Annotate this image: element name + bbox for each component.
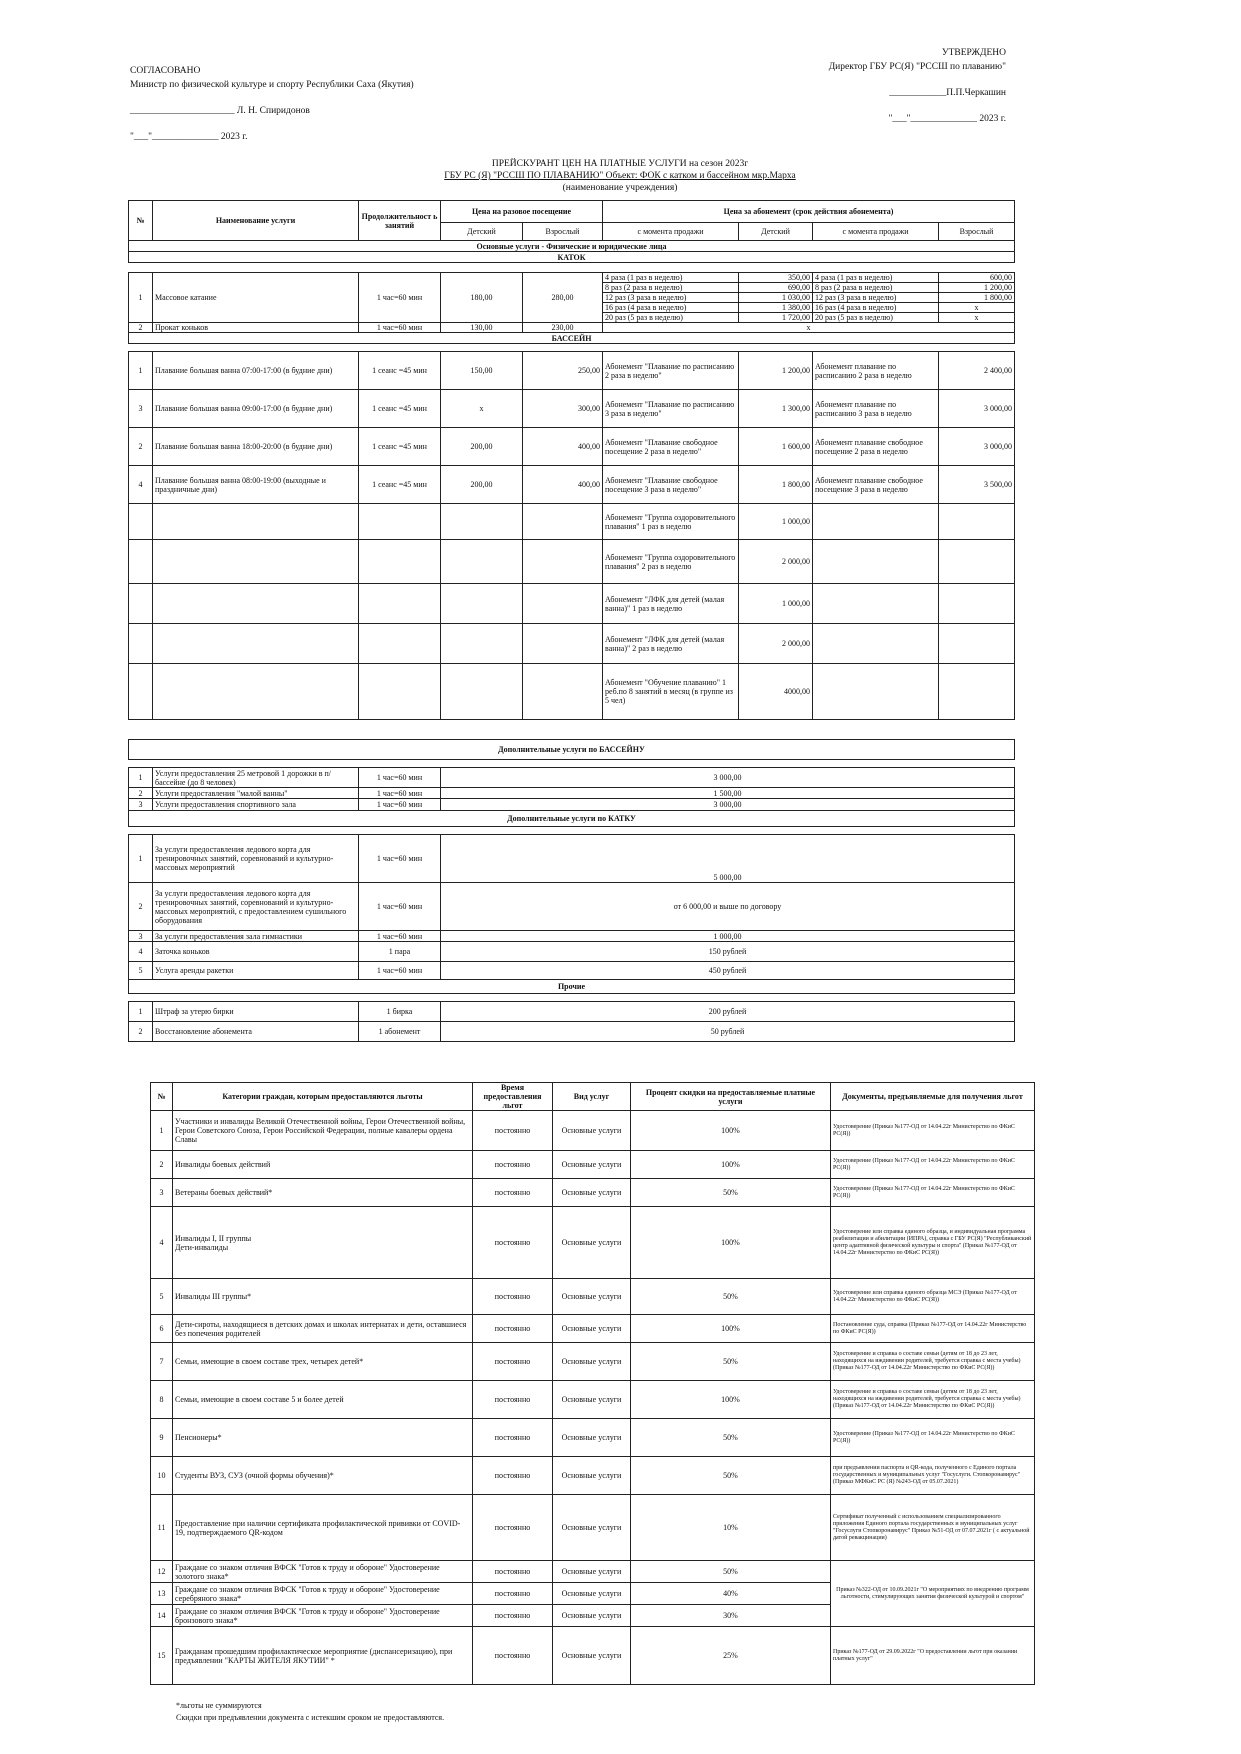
rink-num: 1 (129, 273, 153, 323)
benefit-time: постоянно (473, 1315, 553, 1343)
benefit-num: 9 (151, 1419, 173, 1457)
benefit-category: Семьи, имеющие в своем составе 5 и более детей (173, 1381, 473, 1419)
approved-block (800, 46, 1006, 126)
pool-adult: 300,00 (523, 390, 603, 428)
rink-sub-adult-price: х (939, 303, 1015, 313)
pool-duration: 1 сеанс =45 мин (359, 466, 441, 504)
pool-extra-sub-price: 2 000,00 (739, 540, 813, 584)
benefit-docs: Постановление суда, справка (Приказ №177-ОД от 14.04.22г Министерство по ФКиС РС(Я)) (831, 1315, 1035, 1343)
pool-duration: 1 сеанс =45 мин (359, 352, 441, 390)
benefit-type: Основные услуги (553, 1343, 631, 1381)
section-other: Прочие (129, 980, 1015, 994)
rink-sub-child-price: 1 030,00 (739, 293, 813, 303)
benefit-percent: 100% (631, 1315, 831, 1343)
other-price: 50 рублей (441, 1022, 1015, 1042)
pool-num: 1 (129, 352, 153, 390)
pool-adult: 400,00 (523, 428, 603, 466)
benefit-percent: 50% (631, 1343, 831, 1381)
benefit-type: Основные услуги (553, 1561, 631, 1583)
rink-add-price: 150 рублей (441, 942, 1015, 962)
benefit-category: Студенты ВУЗ, СУЗ (очной формы обучения)* (173, 1457, 473, 1495)
rink-sub-child-price: 350,00 (739, 273, 813, 283)
other-name: Восстановление абонемента (153, 1022, 359, 1042)
benefit-type: Основные услуги (553, 1279, 631, 1315)
agreed-date: "___"______________ 2023 г. (130, 132, 248, 142)
pool-add-duration: 1 час=60 мин (359, 788, 441, 799)
pool-add-num: 1 (129, 768, 153, 788)
pool-sub-adult-price: 2 400,00 (939, 352, 1015, 390)
skates-num: 2 (129, 323, 153, 333)
col-single: Цена на разовое посещение (441, 201, 603, 223)
benefit-time: постоянно (473, 1179, 553, 1207)
col-subscription: Цена за абонемент (срок действия абонемента) (603, 201, 1015, 223)
approved-date: "___"______________ 2023 г. (888, 114, 1006, 124)
benefit-time: постоянно (473, 1279, 553, 1315)
benefit-percent: 100% (631, 1207, 831, 1279)
pool-name: Плавание большая ванна 07:00-17:00 (в будние дни) (153, 352, 359, 390)
rink-sub-adult: 4 раза (1 раз в неделю) (813, 273, 939, 283)
benefit-type: Основные услуги (553, 1179, 631, 1207)
rink-add-num: 1 (129, 835, 153, 883)
agreed-org: Министр по физической культуре и спорту Республики Саха (Якутия) (130, 80, 414, 90)
skates-name: Прокат коньков (153, 323, 359, 333)
section-pool-additional: Дополнительные услуги по БАССЕЙНУ (129, 740, 1015, 760)
rink-child: 180,00 (441, 273, 523, 323)
pool-duration: 1 сеанс =45 мин (359, 428, 441, 466)
section-rink: КАТОК (129, 252, 1015, 263)
benefits-col-time: Время предоставления льгот (473, 1083, 553, 1111)
pool-extra-sub: Абонемент "Группа оздоровительного плавания" 1 раз в неделю (603, 504, 739, 540)
pool-sub-adult: Абонемент плавание по расписанию 2 раза в неделю (813, 352, 939, 390)
col-from-sale: с момента продажи (603, 223, 739, 241)
pool-name: Плавание большая ванна 09:00-17:00 (в будние дни) (153, 390, 359, 428)
pool-sub-child-price: 1 200,00 (739, 352, 813, 390)
document-title (330, 158, 910, 194)
pool-duration: 1 сеанс =45 мин (359, 390, 441, 428)
pool-add-price: 3 000,00 (441, 768, 1015, 788)
benefit-time: постоянно (473, 1207, 553, 1279)
pool-name: Плавание большая ванна 18:00-20:00 (в будние дни) (153, 428, 359, 466)
col-from-sale-2: с момента продажи (813, 223, 939, 241)
benefit-docs: Удостоверение и справка о составе семьи (детям от 18 до 23 лет, находящихся на иждивении родителей, требуется справка с места учебы) (Приказ №177-ОД от 14.04.22г Министерство по ФКиС РС(Я)) (831, 1381, 1035, 1419)
footnote-2: Скидки при предъявлении документа с истекшим сроком не предоставляются. (176, 1713, 445, 1722)
rink-duration: 1 час=60 мин (359, 273, 441, 323)
benefits-col-type: Вид услуг (553, 1083, 631, 1111)
benefit-type: Основные услуги (553, 1419, 631, 1457)
benefit-time: постоянно (473, 1605, 553, 1627)
benefit-docs: Удостоверение (Приказ №177-ОД от 14.04.22г Министерство по ФКиС РС(Я)) (831, 1111, 1035, 1151)
rink-adult: 280,00 (523, 273, 603, 323)
benefit-category: Пенсионеры* (173, 1419, 473, 1457)
benefit-docs: Удостоверение (Приказ №177-ОД от 14.04.22г Министерство по ФКиС РС(Я)) (831, 1179, 1035, 1207)
benefit-category: Семьи, имеющие в своем составе трех, четырех детей* (173, 1343, 473, 1381)
pool-add-duration: 1 час=60 мин (359, 799, 441, 811)
rink-add-num: 5 (129, 962, 153, 980)
skates-duration: 1 час=60 мин (359, 323, 441, 333)
rink-add-name: Заточка коньков (153, 942, 359, 962)
pool-sub-adult: Абонемент плавание свободное посещение 3 раза в неделю (813, 466, 939, 504)
rink-sub-adult-price: х (939, 313, 1015, 323)
approved-org: Директор ГБУ РС(Я) "РССШ по плаванию" (828, 62, 1006, 72)
rink-sub-child-price: 1 720,00 (739, 313, 813, 323)
pool-add-price: 1 500,00 (441, 788, 1015, 799)
benefit-docs: Приказ №177-ОД от 29.09.2022г "О предоставлении льгот при оказании платных услуг" (831, 1627, 1035, 1685)
rink-sub-adult: 8 раз (2 раза в неделю) (813, 283, 939, 293)
rink-add-price: от 6 000,00 и выше по договору (441, 883, 1015, 931)
benefit-time: постоянно (473, 1381, 553, 1419)
pool-extra-sub-price: 1 000,00 (739, 584, 813, 624)
benefit-percent: 40% (631, 1583, 831, 1605)
rink-sub-adult-price: 1 800,00 (939, 293, 1015, 303)
col-sub-adult: Взрослый (939, 223, 1015, 241)
pool-add-num: 2 (129, 788, 153, 799)
rink-add-price: 5 000,00 (441, 835, 1015, 883)
benefit-time: постоянно (473, 1583, 553, 1605)
pool-sub-child: Абонемент "Плавание по расписанию 2 раза в неделю" (603, 352, 739, 390)
pool-extra-sub: Абонемент "Обучение плаванию" 1 реб.по 8 занятий в месяц (в группе из 5 чел) (603, 664, 739, 720)
pool-add-name: Услуги предоставления "малой ванны" (153, 788, 359, 799)
benefit-type: Основные услуги (553, 1315, 631, 1343)
pool-extra-sub: Абонемент "ЛФК для детей (малая ванна)" 2 раз в неделю (603, 624, 739, 664)
benefits-table (150, 1082, 1035, 1685)
col-num: № (129, 201, 153, 241)
benefit-percent: 50% (631, 1561, 831, 1583)
pool-sub-child: Абонемент "Плавание по расписанию 3 раза в неделю" (603, 390, 739, 428)
benefit-docs: Удостоверение и справка о составе семьи (детям от 18 до 23 лет, находящихся на иждивении родителей, требуется справка с места учебы) (Приказ №177-ОД от 14.04.22г Министерство по ФКиС РС(Я)) (831, 1343, 1035, 1381)
pool-add-name: Услуги предоставления 25 метровой 1 дорожки в п/бассейне (до 8 человек) (153, 768, 359, 788)
benefit-num: 8 (151, 1381, 173, 1419)
pool-add-name: Услуги предоставления спортивного зала (153, 799, 359, 811)
col-child: Детский (441, 223, 523, 241)
rink-sub-child: 12 раз (3 раза в неделю) (603, 293, 739, 303)
benefit-category: Граждане со знаком отличия ВФСК "Готов к труду и обороне" Удостоверение бронзового знака* (173, 1605, 473, 1627)
benefits-col-num: № (151, 1083, 173, 1111)
pool-sub-adult-price: 3 000,00 (939, 428, 1015, 466)
benefit-percent: 50% (631, 1179, 831, 1207)
benefit-docs: Удостоверение или справка единого образца, и индивидуальная программа реабилитации и абилитации (ИПРА), справка с ГБУ РС(Я) "Республиканский центр адаптивной физической культуры и спорта" (Приказ №177-ОД от 14.04.22г Министерство по ФКиС РС(Я)) (831, 1207, 1035, 1279)
col-adult: Взрослый (523, 223, 603, 241)
pool-sub-adult-price: 3 500,00 (939, 466, 1015, 504)
benefit-time: постоянно (473, 1343, 553, 1381)
section-main: Основные услуги - Физические и юридические лица (129, 241, 1015, 252)
pool-sub-adult: Абонемент плавание по расписанию 3 раза в неделю (813, 390, 939, 428)
rink-add-duration: 1 час=60 мин (359, 931, 441, 942)
rink-add-num: 2 (129, 883, 153, 931)
title-line1: ПРЕЙСКУРАНТ ЦЕН НА ПЛАТНЫЕ УСЛУГИ на сезон 2023г (491, 159, 749, 169)
benefit-type: Основные услуги (553, 1207, 631, 1279)
title-line3: (наименование учреждения) (562, 183, 678, 193)
pool-adult: 250,00 (523, 352, 603, 390)
other-num: 1 (129, 1002, 153, 1022)
benefit-num: 15 (151, 1627, 173, 1685)
rink-add-duration: 1 час=60 мин (359, 835, 441, 883)
benefit-percent: 10% (631, 1495, 831, 1561)
benefit-docs: Удостоверение (Приказ №177-ОД от 14.04.22г Министерство по ФКиС РС(Я)) (831, 1151, 1035, 1179)
pool-child: 150,00 (441, 352, 523, 390)
pool-extra-sub-price: 2 000,00 (739, 624, 813, 664)
benefit-num: 2 (151, 1151, 173, 1179)
pool-extra-sub: Абонемент "ЛФК для детей (малая ванна)" 1 раз в неделю (603, 584, 739, 624)
other-duration: 1 бирка (359, 1002, 441, 1022)
col-service: Наименование услуги (153, 201, 359, 241)
rink-sub-child-price: 690,00 (739, 283, 813, 293)
rink-add-name: За услуги предоставления ледового корта для тренировочных занятий, соревнований и культурно-массовых мероприятий, с предоставлением сушильного оборудования (153, 883, 359, 931)
pool-adult: 400,00 (523, 466, 603, 504)
benefit-category: Граждане со знаком отличия ВФСК "Готов к труду и обороне" Удостоверение серебряного знака* (173, 1583, 473, 1605)
benefits-col-percent: Процент скидки на предоставляемые платные услуги (631, 1083, 831, 1111)
rink-sub-adult: 12 раз (3 раза в неделю) (813, 293, 939, 303)
skates-sub: х (603, 323, 1015, 333)
benefit-num: 11 (151, 1495, 173, 1561)
pool-name: Плавание большая ванна 08:00-19:00 (выходные и праздничные дни) (153, 466, 359, 504)
benefit-docs: Удостоверение (Приказ №177-ОД от 14.04.22г Министерство по ФКиС РС(Я)) (831, 1419, 1035, 1457)
rink-add-name: За услуги предоставления ледового корта для тренировочных занятий, соревнований и культурно-массовых мероприятий (153, 835, 359, 883)
rink-sub-child: 4 раза (1 раз в неделю) (603, 273, 739, 283)
pool-num: 4 (129, 466, 153, 504)
other-name: Штраф за утерю бирки (153, 1002, 359, 1022)
benefit-time: постоянно (473, 1151, 553, 1179)
rink-sub-child-price: 1 380,00 (739, 303, 813, 313)
rink-add-duration: 1 пара (359, 942, 441, 962)
rink-sub-child: 20 раз (5 раз в неделю) (603, 313, 739, 323)
price-table (128, 200, 1015, 1042)
rink-sub-child: 16 раз (4 раза в неделю) (603, 303, 739, 313)
benefit-category: Инвалиды боевых действий (173, 1151, 473, 1179)
benefit-type: Основные услуги (553, 1111, 631, 1151)
rink-add-duration: 1 час=60 мин (359, 962, 441, 980)
rink-add-duration: 1 час=60 мин (359, 883, 441, 931)
footnotes (176, 1700, 676, 1724)
benefits-col-docs: Документы, предъявляемые для получения льгот (831, 1083, 1035, 1111)
benefit-category: Граждане со знаком отличия ВФСК "Готов к труду и обороне" Удостоверение золотого знака* (173, 1561, 473, 1583)
pool-sub-adult-price: 3 000,00 (939, 390, 1015, 428)
rink-add-num: 4 (129, 942, 153, 962)
benefit-percent: 30% (631, 1605, 831, 1627)
benefit-time: постоянно (473, 1561, 553, 1583)
benefit-num: 6 (151, 1315, 173, 1343)
benefit-num: 4 (151, 1207, 173, 1279)
benefit-percent: 50% (631, 1457, 831, 1495)
rink-name: Массовое катание (153, 273, 359, 323)
rink-sub-child: 8 раз (2 раза в неделю) (603, 283, 739, 293)
rink-add-num: 3 (129, 931, 153, 942)
benefit-time: постоянно (473, 1495, 553, 1561)
col-duration: Продолжительност ь занятий (359, 201, 441, 241)
pool-add-num: 3 (129, 799, 153, 811)
section-rink-additional: Дополнительные услуги по КАТКУ (129, 811, 1015, 827)
pool-num: 2 (129, 428, 153, 466)
benefit-type: Основные услуги (553, 1151, 631, 1179)
benefit-category: Участники и инвалиды Великой Отечественной войны, Герои Отечественной войны, Герои Советского Союза, Герои Российской Федерации, полные кавалеры ордена Славы (173, 1111, 473, 1151)
benefit-num: 3 (151, 1179, 173, 1207)
pool-sub-child: Абонемент "Плавание свободное посещение 3 раза в неделю" (603, 466, 739, 504)
other-price: 200 рублей (441, 1002, 1015, 1022)
benefit-docs: Удостоверение или справка единого образца МСЭ (Приказ №177-ОД от 14.04.22г Министерство по ФКиС РС(Я)) (831, 1279, 1035, 1315)
skates-adult: 230,00 (523, 323, 603, 333)
benefit-percent: 25% (631, 1627, 831, 1685)
pool-add-duration: 1 час=60 мин (359, 768, 441, 788)
agreed-title: СОГЛАСОВАНО (130, 66, 201, 76)
skates-child: 130,00 (441, 323, 523, 333)
approved-title: УТВЕРЖДЕНО (941, 48, 1006, 58)
benefit-docs: Сертификат полученный с использованием специализированного приложения Единого портала государственных и муниципальных услуг "Госуслуги Стопкоронавирус" Приказ №51-ОД от 07.07.2021г ( с актуальной датой ревакцинации) (831, 1495, 1035, 1561)
benefit-percent: 100% (631, 1151, 831, 1179)
benefit-type: Основные услуги (553, 1583, 631, 1605)
pool-child: 200,00 (441, 428, 523, 466)
benefit-num: 10 (151, 1457, 173, 1495)
pool-extra-sub-price: 1 000,00 (739, 504, 813, 540)
rink-add-name: Услуга аренды ракетки (153, 962, 359, 980)
pool-child: 200,00 (441, 466, 523, 504)
benefit-type: Основные услуги (553, 1457, 631, 1495)
benefit-type: Основные услуги (553, 1627, 631, 1685)
agreed-sign: ______________________ Л. Н. Спиридонов (130, 106, 310, 116)
pool-child: х (441, 390, 523, 428)
benefit-type: Основные услуги (553, 1605, 631, 1627)
benefit-category: Инвалиды I, II группы Дети-инвалиды (173, 1207, 473, 1279)
benefit-num: 7 (151, 1343, 173, 1381)
footnote-1: *льготы не суммируются (176, 1701, 262, 1710)
rink-sub-adult: 16 раз (4 раза в неделю) (813, 303, 939, 313)
benefit-category: Инвалиды III группы* (173, 1279, 473, 1315)
benefit-num: 13 (151, 1583, 173, 1605)
benefit-type: Основные услуги (553, 1495, 631, 1561)
agreed-block (130, 64, 560, 144)
pool-extra-sub: Абонемент "Группа оздоровительного плавания" 2 раз в неделю (603, 540, 739, 584)
benefits-col-category: Категории граждан, которым предоставляются льготы (173, 1083, 473, 1111)
rink-sub-adult-price: 1 200,00 (939, 283, 1015, 293)
other-num: 2 (129, 1022, 153, 1042)
rink-add-price: 450 рублей (441, 962, 1015, 980)
benefit-docs: при предъявлении паспорта и QR-кода, полученного с Единого портала государственных и муниципальных услуг "Госуслуги. Стопкоронавирус" (Приказ МФКиС РС (Я) №243-ОД от 05.07.2021) (831, 1457, 1035, 1495)
benefit-percent: 100% (631, 1381, 831, 1419)
benefit-percent: 100% (631, 1111, 831, 1151)
pool-sub-child-price: 1 800,00 (739, 466, 813, 504)
approved-sign: ____________П.П.Черкашин (889, 88, 1006, 98)
benefit-num: 5 (151, 1279, 173, 1315)
pool-extra-sub-price: 4000,00 (739, 664, 813, 720)
benefit-type: Основные услуги (553, 1381, 631, 1419)
rink-add-price: 1 000,00 (441, 931, 1015, 942)
benefit-docs-gto: Приказ №322-ОД от 10.09.2021г "О мероприятиях по внедрению программ льготности, стимулирующих занятия физической культурой и спортом" (831, 1561, 1035, 1627)
rink-add-name: За услуги предоставления зала гимнастики (153, 931, 359, 942)
pool-add-price: 3 000,00 (441, 799, 1015, 811)
pool-sub-child-price: 1 600,00 (739, 428, 813, 466)
benefit-percent: 50% (631, 1419, 831, 1457)
title-line2: ГБУ РС (Я) "РССШ ПО ПЛАВАНИЮ" Объект: ФОК с катком и бассейном мкр.Марха (444, 171, 796, 181)
section-pool: БАССЕЙН (129, 333, 1015, 344)
benefit-num: 12 (151, 1561, 173, 1583)
col-sub-child: Детский (739, 223, 813, 241)
benefit-category: Дети-сироты, находящиеся в детских домах и школах интернатах и дети, оставшиеся без попечения родителей (173, 1315, 473, 1343)
benefit-category: Ветераны боевых действий* (173, 1179, 473, 1207)
benefit-num: 14 (151, 1605, 173, 1627)
other-duration: 1 абонемент (359, 1022, 441, 1042)
benefit-time: постоянно (473, 1111, 553, 1151)
benefit-num: 1 (151, 1111, 173, 1151)
pool-num: 3 (129, 390, 153, 428)
benefit-time: постоянно (473, 1457, 553, 1495)
benefit-percent: 50% (631, 1279, 831, 1315)
benefit-category: Гражданам прошедшим профилактическое мероприятие (диспансеризацию), при предъявлении "КАРТЫ ЖИТЕЛЯ ЯКУТИИ" * (173, 1627, 473, 1685)
rink-sub-adult: 20 раз (5 раз в неделю) (813, 313, 939, 323)
pool-sub-child-price: 1 300,00 (739, 390, 813, 428)
benefit-time: постоянно (473, 1419, 553, 1457)
pool-sub-child: Абонемент "Плавание свободное посещение 2 раза в неделю" (603, 428, 739, 466)
benefit-time: постоянно (473, 1627, 553, 1685)
benefit-category: Предоставление при наличии сертификата профилактической прививки от COVID-19, подтверждаемого QR-кодом (173, 1495, 473, 1561)
pool-sub-adult: Абонемент плавание свободное посещение 2 раза в неделю (813, 428, 939, 466)
rink-sub-adult-price: 600,00 (939, 273, 1015, 283)
